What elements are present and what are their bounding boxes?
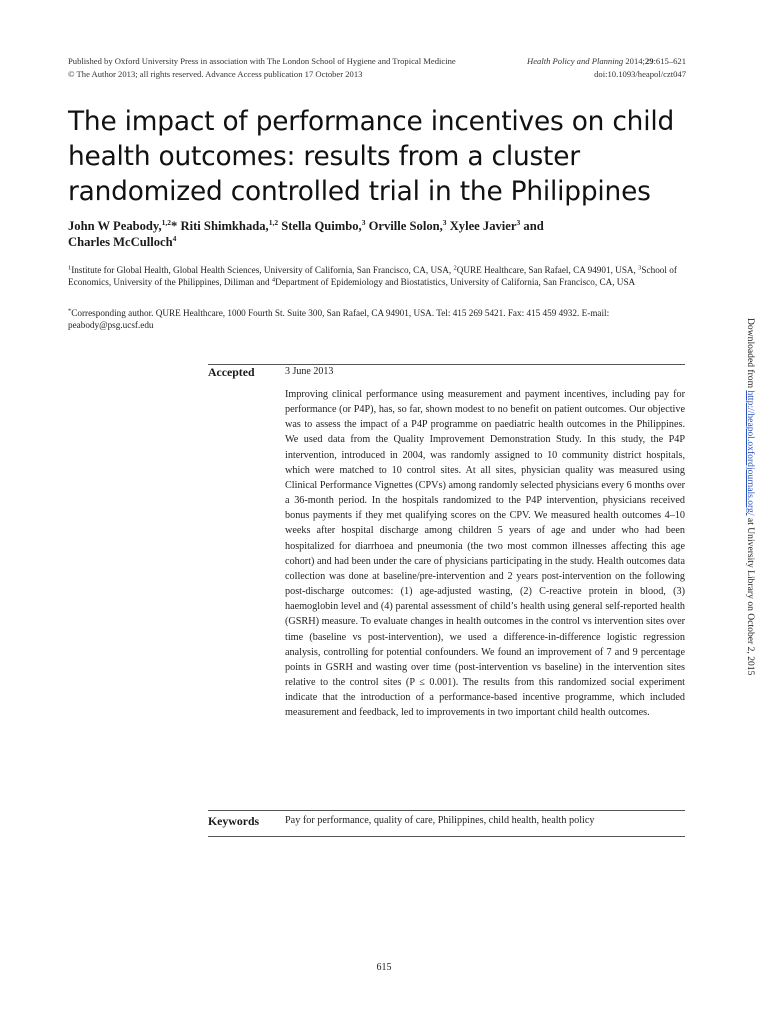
author-affiliation-sup: 3: [361, 218, 366, 227]
bottom-divider: [208, 836, 685, 837]
corresponding-author: [68, 307, 688, 332]
download-notice: [745, 318, 756, 675]
page-number: 615: [376, 962, 392, 973]
citation-line: [527, 55, 686, 68]
publisher-line: Published by Oxford University Press in association with The London School of Hygiene and Tropical Medicine: [68, 56, 456, 66]
keywords-label: Keywords: [208, 814, 260, 828]
corresponding-text: Corresponding author. QURE Healthcare, 1000 Fourth St. Suite 300, San Rafael, CA 94901, USA. Tel: 415 269 5421. Fax: 415 459 4932. E-mail: peabody@psg.ucsf.edu: [68, 308, 610, 331]
author-affiliation-sup: 1,2: [161, 218, 172, 227]
author-affiliation-sup: 4: [172, 234, 177, 243]
accepted-date: 3 June 2013: [285, 366, 334, 377]
author-name: Orville Solon,: [368, 219, 443, 233]
author-name: Stella Quimbo,: [281, 219, 362, 233]
author-name: Riti Shimkhada,: [180, 219, 269, 233]
download-sidebar: [740, 318, 760, 718]
corresponding-sup: *: [68, 307, 72, 315]
affiliation-text: School of Economics, University of the Philippines, Diliman and: [68, 265, 677, 288]
author-list: [68, 218, 688, 250]
download-prefix: Downloaded from: [745, 318, 756, 391]
journal-name: Health Policy and Planning: [527, 56, 624, 66]
author-affiliation-sup: 3: [442, 218, 447, 227]
copyright-line: © The Author 2013; all rights reserved. Advance Access publication 17 October 2013: [68, 69, 363, 79]
journal-pages: :615–621: [653, 56, 686, 66]
affiliation-sup: 1: [68, 264, 72, 272]
affiliations: [68, 264, 688, 289]
affiliation-sup: 4: [271, 276, 276, 284]
corresponding-mark: *: [171, 219, 178, 233]
author-name: John W Peabody,: [68, 219, 162, 233]
affiliation-sup: 3: [638, 264, 642, 272]
affiliation-text: Department of Epidemiology and Biostatistics, University of California, San Francisco, CA, USA: [275, 277, 636, 288]
journal-volume: 29: [644, 56, 654, 66]
author-connector: and: [523, 219, 544, 233]
download-suffix: at University Library on October 2, 2015: [745, 515, 756, 676]
author-name: Charles McCulloch: [68, 235, 173, 249]
author-name: Xylee Javier: [449, 219, 517, 233]
affiliation-sup: 2: [453, 264, 457, 272]
abstract-text: Improving clinical performance using measurement and payment incentives, including pay for performance (or P4P), has, so far, shown modest to no benefit on patient outcomes. Our objective was to assess the impact of a P4P programme on paediatric health outcomes in the Philippines. We used data from the Quality Improvement Demonstration Study. In this study, the P4P intervention, introduced in 2004, was randomly assigned to 10 community district hospitals, which were matched to 10 control sites. At all sites, physician quality was measured using Clinical Performance Vignettes (CPVs) among randomly selected physicians every 6 months over a 36-month period. In the hospitals randomized to the P4P intervention, physicians received bonus payments if they met qualifying scores on the CPV. We measured health outcomes 4–10 weeks after hospital discharge among children 5 years of age and under who had been hospitalized for diarrhoea and pneumonia (the two most common illnesses affecting this age cohort) and had been under the care of physicians participating in the study. Health outcomes data collection was done at baseline/pre-intervention and 2 years post-intervention on the following post-discharge outcomes: (1) age-adjusted wasting, (2) C-reactive protein in blood, (3) haemoglobin level and (4) parental assessment of child’s health using general self-reported health (GSRH) measure. To evaluate changes in health outcomes in the control vs intervention sites over time (baseline vs post-intervention), we used a difference-in-difference logistic regression analysis, controlling for potential confounders. We found an improvement of 7 and 9 percentage points in GSRH and wasting over time (post-intervention vs baseline) in the intervention sites relative to the control sites (P ≤ 0.001). The results from this randomized social experiment indicate that the introduction of a performance-based incentive programme, which included measurement and feedback, led to improvements in two important child health outcomes.: [285, 389, 685, 719]
author-affiliation-sup: 1,2: [268, 218, 279, 227]
doi: doi:10.1093/heapol/czt047: [594, 69, 686, 79]
author-affiliation-sup: 3: [516, 218, 521, 227]
journal-year: 2014;: [625, 56, 645, 66]
keywords-text: Pay for performance, quality of care, Philippines, child health, health policy: [285, 815, 595, 826]
running-header-left: [68, 55, 456, 81]
affiliation-text: QURE Healthcare, San Rafael, CA 94901, USA,: [456, 265, 639, 275]
accepted-label: Accepted: [208, 365, 255, 379]
top-divider: [208, 364, 685, 365]
affiliation-text: Institute for Global Health, Global Health Sciences, University of California, San Francisco, CA, USA,: [71, 265, 454, 275]
running-header-right: [527, 55, 686, 81]
keywords-divider: [208, 810, 685, 811]
journal-link[interactable]: http://heapol.oxfordjournals.org/: [745, 390, 756, 516]
article-title: The impact of performance incentives on child health outcomes: results from a cluster randomized controlled trial in the Philippines: [68, 106, 675, 207]
